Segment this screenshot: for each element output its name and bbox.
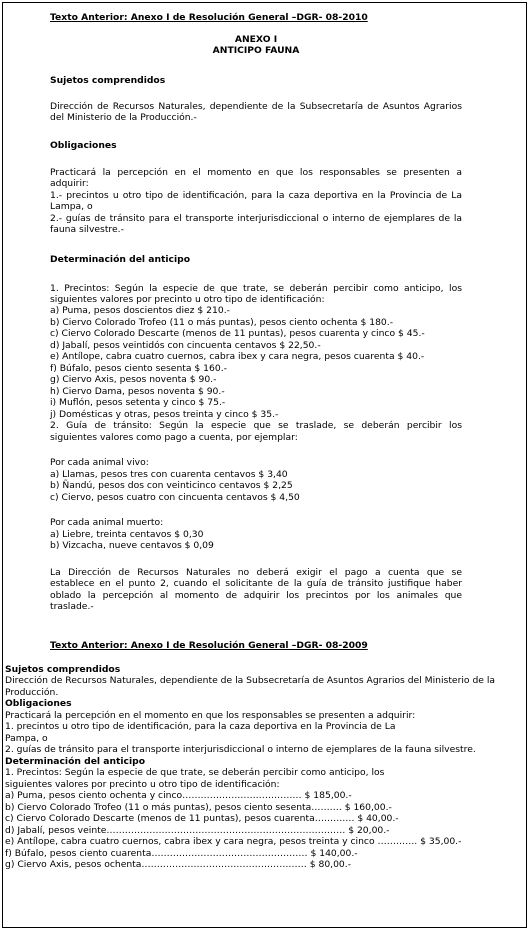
precinto-item: c) Ciervo Colorado Descarte (menos de 11 puntas), pesos cuarenta y cinco $ 45.- [50, 328, 425, 339]
document-frame [2, 2, 527, 928]
muerto-item: b) Vizcacha, nueve centavos $ 0,09 [50, 540, 214, 551]
obligaciones-text-line: adquirir: [50, 178, 89, 189]
closing-text-line: La Dirección de Recursos Naturales no deberá exigir el pago a cuenta que se [50, 567, 462, 578]
vivo-item: a) Llamas, pesos tres con cuarenta centavos $ 3,40 [50, 469, 288, 480]
precinto-item: g) Ciervo Axis, pesos noventa $ 90.- [50, 374, 217, 385]
sujetos-text-line: Producción. [5, 687, 59, 698]
anexo-subtitle: ANTICIPO FAUNA [212, 45, 300, 56]
precinto-item: f) Búfalo, pesos ciento cuarenta…………………………………………… $ 140,00.- [5, 848, 358, 859]
sujetos-heading: Sujetos comprendidos [5, 664, 121, 675]
muerto-heading: Por cada animal muerto: [50, 517, 164, 528]
obligaciones-text-line: 2.- guías de tránsito para el transporte interjurisdiccional o interno de ejemplares de la [50, 213, 462, 224]
determinacion-text-line: siguientes valores por precinto u otro tipo de identificación: [5, 779, 280, 790]
precinto-item: g) Ciervo Axis, pesos ochenta……………………………………………… $ 80,00.- [5, 859, 352, 870]
determinacion-text-line: 1. Precintos: Según la especie de que trate, se deberán percibir como anticipo, los [50, 283, 462, 294]
anexo-title: ANEXO I [234, 34, 278, 45]
anexo-2009-header: Texto Anterior: Anexo I de Resolución General –DGR- 08-2009 [50, 640, 368, 651]
sujetos-text-line: Dirección de Recursos Naturales, dependiente de la Subsecretaría de Asuntos Agrarios del Ministerio de la [5, 675, 496, 686]
obligaciones-text-line: fauna silvestre.- [50, 224, 124, 235]
precinto-item: h) Ciervo Dama, pesos noventa $ 90.- [50, 386, 225, 397]
muerto-item: a) Liebre, treinta centavos $ 0,30 [50, 529, 204, 540]
obligaciones-text-line: Lampa, o [50, 201, 93, 212]
anexo-2010-header: Texto Anterior: Anexo I de Resolución General –DGR- 08-2010 [50, 12, 368, 23]
obligaciones-text-line: Practicará la percepción en el momento en que los responsables se presenten a [50, 167, 462, 178]
determinacion-text-line: siguientes valores por precinto u otro tipo de identificación: [50, 294, 325, 305]
closing-text-line: traslade.- [50, 601, 94, 612]
determinacion-heading: Determinación del anticipo [50, 254, 191, 265]
obligaciones-text-line: 2. guías de tránsito para el transporte interjurisdiccional o interno de ejemplares de la fauna silvestre. [5, 744, 476, 755]
precinto-item: j) Domésticas y otras, pesos treinta y cinco $ 35.- [50, 409, 279, 420]
sujetos-text-line: Dirección de Recursos Naturales, dependiente de la Subsecretaría de Asuntos Agrarios [50, 101, 462, 112]
sujetos-heading: Sujetos comprendidos [50, 75, 166, 86]
obligaciones-heading: Obligaciones [50, 140, 117, 151]
precinto-item: c) Ciervo Colorado Descarte (menos de 11 puntas), pesos cuarenta…………. $ 40,00.- [5, 813, 399, 824]
precinto-item: d) Jabalí, pesos veintidós con cincuenta centavos $ 22,50.- [50, 340, 321, 351]
closing-text-line: establece en el punto 2, cuando el solicitante de la guía de tránsito justifique haber [50, 578, 462, 589]
precinto-item: a) Puma, pesos doscientos diez $ 210.- [50, 305, 230, 316]
precinto-item: a) Puma, pesos ciento ochenta y cinco………………………………… $ 185,00.- [5, 790, 352, 801]
obligaciones-heading: Obligaciones [5, 698, 72, 709]
obligaciones-text-line: Practicará la percepción en el momento en que los responsables se presenten a adquirir: [5, 710, 416, 721]
determinacion-heading: Determinación del anticipo [5, 756, 146, 767]
vivo-heading: Por cada animal vivo: [50, 457, 149, 468]
sujetos-text-line: del Ministerio de la Producción.- [50, 112, 197, 123]
precinto-item: i) Muflón, pesos setenta y cinco $ 75.- [50, 397, 226, 408]
vivo-item: b) Ñandú, pesos dos con veinticinco centavos $ 2,25 [50, 480, 293, 491]
precinto-item: d) Jabalí, pesos veinte…………………………………………………………………… $ 20,00.- [5, 825, 390, 836]
obligaciones-text-line: Pampa, o [5, 733, 48, 744]
obligaciones-text-line: 1.- precintos u otro tipo de identificación, para la caza deportiva en la Provincia de La [50, 190, 462, 201]
determinacion-text-line: 1. Precintos: Según la especie de que trate, se deberán percibir como anticipo, los [5, 767, 385, 778]
precinto-item: b) Ciervo Colorado Trofeo (11 o más puntas), pesos ciento ochenta $ 180.- [50, 317, 394, 328]
guia-text-line: 2. Guía de tránsito: Según la especie que se traslade, se deberán percibir los [50, 420, 462, 431]
precinto-item: b) Ciervo Colorado Trofeo (11 o más puntas), pesos ciento sesenta………. $ 160,00.- [5, 802, 392, 813]
guia-text-line: siguientes valores como pago a cuenta, por ejemplar: [50, 432, 298, 443]
closing-text-line: oblado la percepción al momento de adquirir los precintos por los animales que [50, 590, 462, 601]
precinto-item: e) Antílope, cabra cuatro cuernos, cabra ibex y cara negra, pesos treinta y cinco …………. $ 35,00.- [5, 836, 462, 847]
obligaciones-text-line: 1. precintos u otro tipo de identificación, para la caza deportiva en la Provincia de La [5, 721, 396, 732]
vivo-item: c) Ciervo, pesos cuatro con cincuenta centavos $ 4,50 [50, 492, 300, 503]
precinto-item: e) Antílope, cabra cuatro cuernos, cabra ibex y cara negra, pesos cuarenta $ 40.- [50, 351, 425, 362]
precinto-item: f) Búfalo, pesos ciento sesenta $ 160.- [50, 363, 227, 374]
